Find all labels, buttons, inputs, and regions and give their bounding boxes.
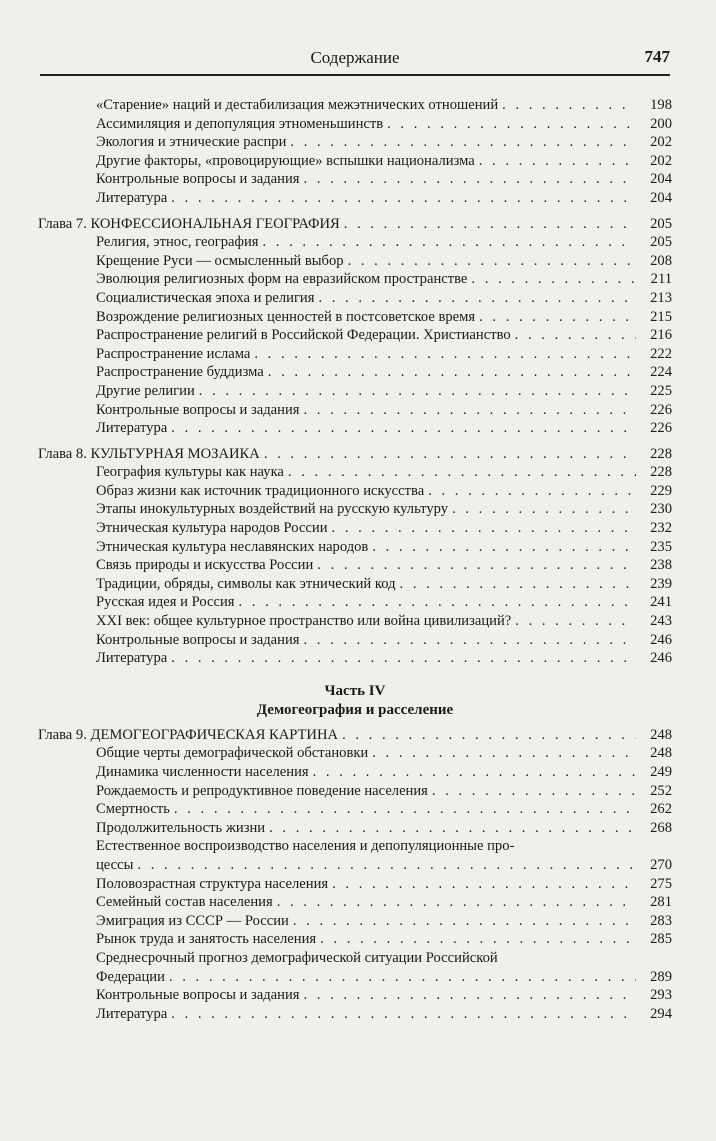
entry-page: 285 [650, 931, 672, 948]
entry-page: 235 [650, 538, 672, 555]
toc-entry[interactable] [38, 631, 672, 650]
entry-page: 225 [650, 382, 672, 399]
leader-dots [254, 345, 636, 364]
toc-entry[interactable] [38, 115, 672, 134]
toc-entry[interactable] [38, 893, 672, 912]
entry-page: 226 [650, 401, 672, 418]
entry-page: 262 [650, 801, 672, 818]
leader-dots [290, 133, 636, 152]
toc-entry[interactable] [38, 930, 672, 949]
toc-entry[interactable] [38, 152, 672, 171]
entry-page: 215 [650, 308, 672, 325]
entry-page: 208 [650, 252, 672, 269]
toc-group-demography-c [38, 986, 672, 1023]
toc-entry[interactable] [38, 1005, 672, 1024]
entry-page: 289 [650, 968, 672, 985]
toc-entry[interactable] [38, 363, 672, 382]
entry-title-line2: цессы [96, 856, 134, 873]
entry-title-line1: Среднесрочный прогноз демографической ситуации Российской [96, 949, 498, 966]
entry-title: Контрольные вопросы и задания [96, 631, 300, 648]
entry-title-line2: Федерации [96, 968, 165, 985]
entry-page: 228 [650, 464, 672, 481]
entry-page: 205 [650, 234, 672, 251]
chapter-title: Глава 9. ДЕМОГЕОГРАФИЧЕСКАЯ КАРТИНА [38, 726, 339, 743]
entry-title: Продолжительность жизни [96, 819, 266, 836]
leader-dots [171, 649, 636, 668]
entry-title: Контрольные вопросы и задания [96, 987, 300, 1004]
toc-entry[interactable] [38, 270, 672, 289]
toc-entry[interactable] [38, 382, 672, 401]
leader-dots [372, 744, 636, 763]
toc-entry[interactable] [38, 575, 672, 594]
entry-page: 229 [650, 482, 672, 499]
entry-page: 270 [650, 856, 672, 873]
toc-entry[interactable] [38, 401, 672, 420]
leader-dots [264, 445, 636, 464]
leader-dots [171, 419, 636, 438]
entry-title: Возрождение религиозных ценностей в постсоветское время [96, 308, 476, 325]
toc-group-religion [38, 233, 672, 438]
entry-title: Русская идея и Россия [96, 594, 235, 611]
toc-entry[interactable] [38, 612, 672, 631]
entry-title: Рынок труда и занятость населения [96, 931, 317, 948]
entry-page: 249 [650, 764, 672, 780]
part-title: Демогеография и расселение [256, 701, 454, 718]
entry-title: География культуры как наука [96, 464, 284, 481]
leader-dots [372, 538, 636, 557]
leader-dots [471, 270, 636, 289]
entry-title: Распространение буддизма [96, 364, 264, 381]
toc-entry[interactable] [38, 519, 672, 538]
toc-entry[interactable] [38, 538, 672, 557]
leader-dots [479, 308, 636, 327]
entry-page: 226 [650, 420, 672, 437]
entry-title: Литература [96, 420, 168, 437]
entry-page: 275 [650, 875, 672, 892]
entry-page: 204 [650, 189, 672, 206]
entry-page: 222 [650, 345, 672, 362]
entry-title: Эволюция религиозных форм на евразийском пространстве [96, 271, 468, 288]
leader-dots [239, 593, 637, 612]
entry-title: Другие факторы, «провоцирующие» вспышки национализма [96, 152, 475, 169]
toc-entry[interactable] [38, 189, 672, 208]
leader-dots [171, 1005, 636, 1024]
leader-dots [288, 463, 636, 482]
toc-entry[interactable] [38, 96, 672, 115]
entry-page: 216 [650, 327, 672, 344]
toc-chapter-7[interactable] [38, 215, 672, 234]
leader-dots [452, 500, 636, 519]
entry-page: 204 [650, 171, 672, 188]
leader-dots [171, 189, 636, 208]
entry-title: Литература [96, 1005, 168, 1022]
toc-entry[interactable] [38, 326, 672, 345]
entry-title: Литература [96, 189, 168, 206]
chapter-title: Глава 7. КОНФЕССИОНАЛЬНАЯ ГЕОГРАФИЯ [38, 215, 340, 232]
toc-group-ethnic [38, 96, 672, 208]
entry-title: Другие религии [96, 382, 195, 399]
entry-page: 224 [650, 364, 672, 381]
toc-entry[interactable] [38, 233, 672, 252]
entry-title: Этническая культура неславянских народов [96, 538, 369, 555]
leader-dots [515, 612, 636, 631]
toc-entry[interactable] [38, 763, 672, 782]
leader-dots [428, 482, 636, 501]
header-page-number: 747 [644, 47, 670, 66]
leader-dots [400, 575, 636, 594]
entry-title: Этническая культура народов России [96, 520, 328, 537]
entry-title: Этапы инокультурных воздействий на русскую культуру [96, 501, 449, 518]
entry-title: Распространение ислама [96, 345, 251, 362]
part-heading [38, 682, 672, 720]
toc-entry[interactable] [38, 986, 672, 1005]
toc-entry[interactable] [38, 800, 672, 819]
entry-title: Религия, этнос, география [96, 234, 259, 251]
leader-dots [479, 152, 636, 171]
entry-page: 200 [650, 115, 672, 132]
entry-page: 239 [650, 575, 672, 592]
entry-title: Половозрастная структура населения [96, 875, 329, 892]
chapter-title: Глава 8. КУЛЬТУРНАЯ МОЗАИКА [38, 445, 260, 462]
toc-group-culture [38, 463, 672, 668]
entry-page: 241 [650, 594, 672, 611]
entry-title: Распространение религий в Российской Федерации. Христианство [96, 327, 511, 344]
toc-entry[interactable] [38, 912, 672, 931]
entry-page: 211 [650, 271, 672, 288]
entry-title: Экология и этнические распри [96, 134, 287, 151]
leader-dots [303, 986, 636, 1005]
leader-dots [432, 782, 636, 801]
entry-page: 252 [650, 782, 672, 799]
leader-dots [387, 115, 636, 134]
entry-title: Рождаемость и репродуктивное поведение населения [96, 782, 428, 799]
entry-page: 246 [650, 631, 672, 648]
toc-group-demography-a [38, 744, 672, 837]
entry-title: «Старение» наций и дестабилизация межэтнических отношений [96, 97, 499, 113]
entry-title: Социалистическая эпоха и религия [96, 289, 315, 306]
entry-title: XXI век: общее культурное пространство или война цивилизаций? [96, 613, 512, 630]
toc-chapter-8[interactable] [38, 445, 672, 464]
toc-entry[interactable] [38, 875, 672, 894]
toc-entry[interactable] [38, 744, 672, 763]
toc-entry-natural-reproduction[interactable] [38, 837, 672, 874]
entry-title-line1: Естественное воспроизводство населения и депопуляционные про- [96, 838, 515, 855]
entry-page: 246 [650, 650, 672, 667]
leader-dots [268, 363, 636, 382]
chapter-page: 228 [650, 445, 672, 462]
leader-dots [317, 556, 636, 575]
toc-entry-forecast[interactable] [38, 949, 672, 986]
entry-title: Семейный состав населения [96, 894, 273, 911]
toc-entry[interactable] [38, 593, 672, 612]
leader-dots [313, 763, 636, 782]
toc-entry[interactable] [38, 819, 672, 838]
leader-dots [263, 233, 637, 252]
entry-page: 213 [650, 289, 672, 306]
toc-entry[interactable] [38, 556, 672, 575]
entry-page: 202 [650, 152, 672, 169]
leader-dots [502, 96, 636, 115]
entry-title: Образ жизни как источник традиционного искусства [96, 482, 425, 499]
entry-title: Контрольные вопросы и задания [96, 171, 300, 188]
entry-title: Динамика численности населения [96, 764, 309, 780]
entry-page: 243 [650, 613, 672, 630]
leader-dots [169, 968, 636, 987]
header-title: Содержание [310, 48, 400, 67]
leader-dots [344, 215, 636, 234]
entry-page: 198 [650, 97, 672, 113]
leader-dots [348, 252, 636, 271]
toc-entry[interactable] [38, 463, 672, 482]
leader-dots [320, 930, 636, 949]
entry-title: Смертность [96, 801, 170, 818]
entry-page: 281 [650, 894, 672, 911]
toc-entry[interactable] [38, 133, 672, 152]
leader-dots [137, 856, 636, 875]
entry-title: Ассимиляция и депопуляция этноменьшинств [96, 115, 384, 132]
toc-entry[interactable] [38, 649, 672, 668]
leader-dots [318, 289, 636, 308]
leader-dots [332, 875, 636, 894]
entry-title: Крещение Руси — осмысленный выбор [96, 252, 344, 269]
entry-title: Контрольные вопросы и задания [96, 401, 300, 418]
entry-page: 293 [650, 987, 672, 1004]
part-number: Часть IV [324, 682, 386, 699]
toc-entry[interactable] [38, 345, 672, 364]
running-header [40, 46, 670, 76]
toc-chapter-9[interactable] [38, 726, 672, 745]
entry-page: 232 [650, 520, 672, 537]
entry-page: 268 [650, 819, 672, 836]
entry-title: Связь природы и искусства России [96, 557, 314, 574]
entry-page: 294 [650, 1005, 672, 1022]
entry-title: Эмиграция из СССР — России [96, 912, 289, 929]
toc-entry[interactable] [38, 308, 672, 327]
leader-dots [332, 519, 636, 538]
leader-dots [515, 326, 636, 345]
toc-entry[interactable] [38, 289, 672, 308]
leader-dots [303, 631, 636, 650]
toc-group-demography-b [38, 875, 672, 949]
toc-entry[interactable] [38, 782, 672, 801]
toc-entry[interactable] [38, 252, 672, 271]
entry-page: 283 [650, 912, 672, 929]
entry-title: Общие черты демографической обстановки [96, 745, 369, 762]
entry-page: 248 [650, 745, 672, 762]
chapter-page: 248 [650, 726, 672, 743]
toc-entry[interactable] [38, 482, 672, 501]
leader-dots [269, 819, 636, 838]
leader-dots [199, 382, 636, 401]
toc-entry[interactable] [38, 170, 672, 189]
leader-dots [293, 912, 636, 931]
entry-page: 230 [650, 501, 672, 518]
chapter-page: 205 [650, 215, 672, 232]
toc-entry[interactable] [38, 500, 672, 519]
entry-page: 202 [650, 134, 672, 151]
leader-dots [303, 401, 636, 420]
leader-dots [174, 800, 636, 819]
entry-title: Литература [96, 650, 168, 667]
leader-dots [342, 726, 636, 745]
entry-title: Традиции, обряды, символы как этнический код [96, 575, 396, 592]
leader-dots [277, 893, 636, 912]
toc-entry[interactable] [38, 419, 672, 438]
leader-dots [303, 170, 636, 189]
table-of-contents [38, 96, 672, 1023]
entry-page: 238 [650, 557, 672, 574]
